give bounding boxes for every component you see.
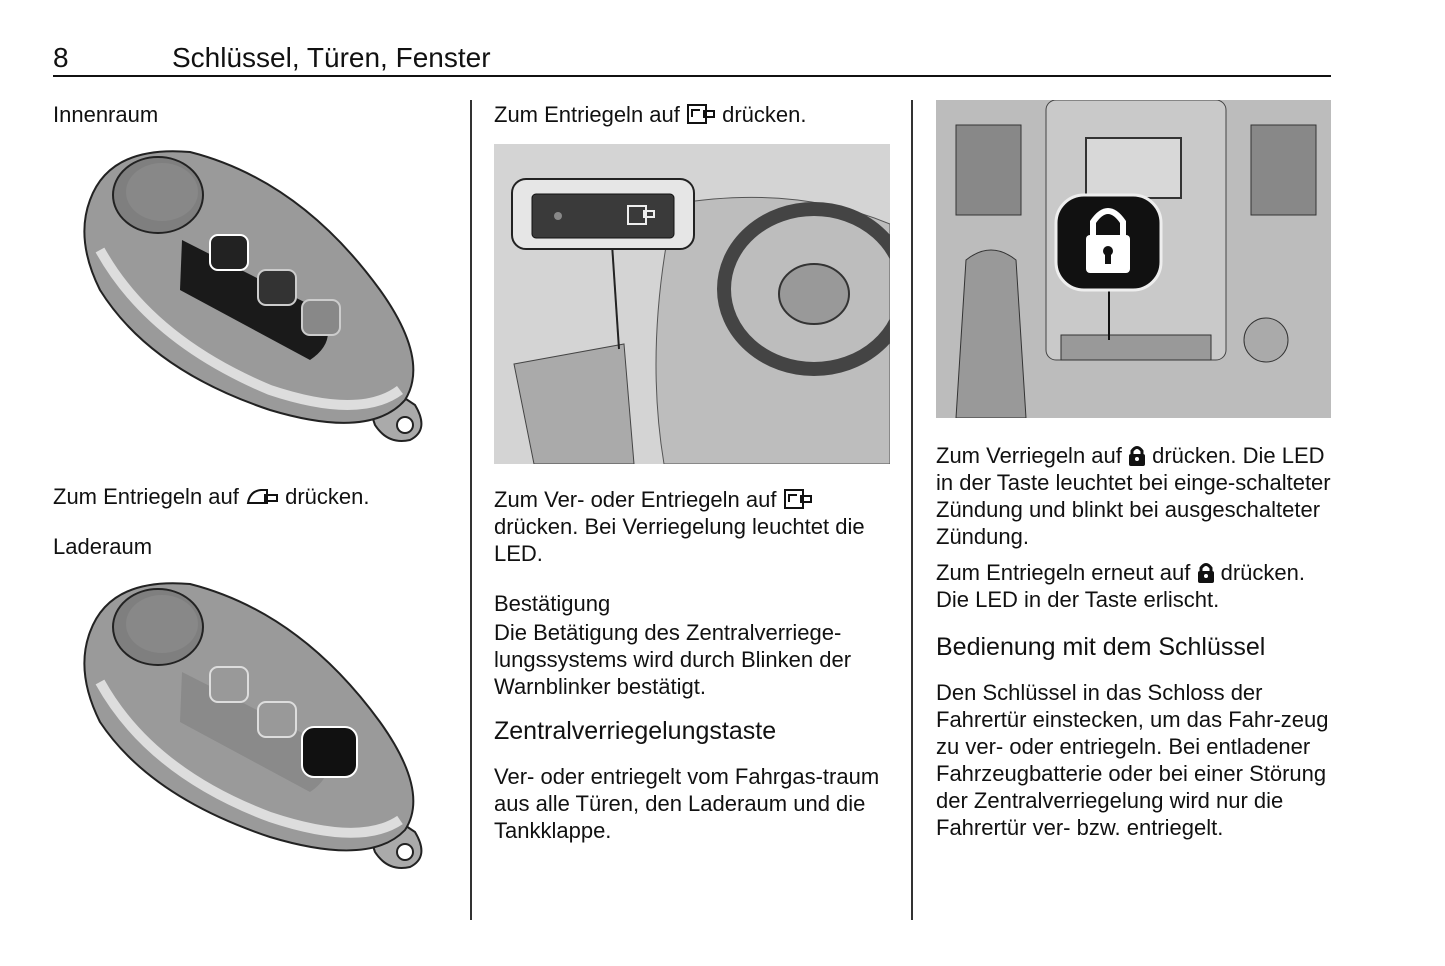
text-bestaetigung: Die Betätigung des Zentralverriege-lungssystems wird durch Blinken der Warnblinker bestätigt.	[494, 620, 852, 699]
key-fob-illustration-innenraum	[70, 140, 440, 455]
heading-zentralverriegelungstaste: Zentralverriegelungstaste	[494, 717, 777, 745]
text-part: drücken. Die LED in der Taste erlischt.	[936, 560, 1306, 612]
heading-bestaetigung: Bestätigung	[494, 591, 611, 616]
dashboard-illustration-center	[936, 100, 1331, 418]
padlock-icon	[1197, 561, 1215, 583]
text-part: drücken. Bei Verriegelung leuchtet die LED.	[494, 514, 865, 566]
dashboard-illustration-left	[494, 144, 890, 464]
text-part: Zum Entriegeln auf	[53, 484, 239, 509]
column-divider	[911, 100, 913, 920]
text-part: Zum Entriegeln erneut auf	[936, 560, 1191, 585]
heading-laderaum: Laderaum	[53, 534, 153, 559]
text-part: Zum Verriegeln auf	[936, 443, 1122, 468]
text-innenraum-entriegeln	[53, 483, 453, 510]
heading-bedienung-schluessel: Bedienung mit dem Schlüssel	[936, 633, 1266, 661]
page-title: Schlüssel, Türen, Fenster	[172, 42, 491, 73]
text-verriegeln	[936, 442, 1336, 550]
text-part: drücken. Die LED in der Taste leuchtet bei einge-schalteter Zündung und blinkt bei ausgeschalteter Zündung.	[936, 443, 1331, 549]
page-number: 8	[53, 42, 69, 73]
text-entriegeln-top	[494, 101, 894, 128]
heading-innenraum: Innenraum	[53, 102, 159, 127]
text-part: drücken.	[285, 484, 370, 509]
car-door-unlock-icon	[245, 487, 279, 507]
header-rule	[53, 75, 1331, 77]
cargo-door-unlock-icon	[686, 103, 716, 125]
text-zentralverriegelungstaste: Ver- oder entriegelt vom Fahrgas-traum aus alle Türen, den Laderaum und die Tankklappe.	[494, 764, 880, 843]
key-fob-illustration-laderaum	[70, 572, 440, 882]
caption-ver-entriegeln	[494, 486, 894, 567]
text-part: Zum Ver- oder Entriegeln auf	[494, 487, 777, 512]
text-bedienung-schluessel: Den Schlüssel in das Schloss der Fahrertür einstecken, um das Fahr-zeug zu ver- oder entriegeln. Bei entladener Fahrzeugbatterie oder bei einer Störung der Zentralverriegelung wird nur die Fahrertür ver- bzw. entriegelt.	[936, 680, 1329, 840]
text-part: Zum Entriegeln auf	[494, 102, 680, 127]
padlock-icon	[1128, 444, 1146, 466]
text-entriegeln-erneut	[936, 559, 1336, 613]
cargo-door-unlock-icon	[783, 488, 813, 510]
text-part: drücken.	[722, 102, 807, 127]
column-divider	[470, 100, 472, 920]
